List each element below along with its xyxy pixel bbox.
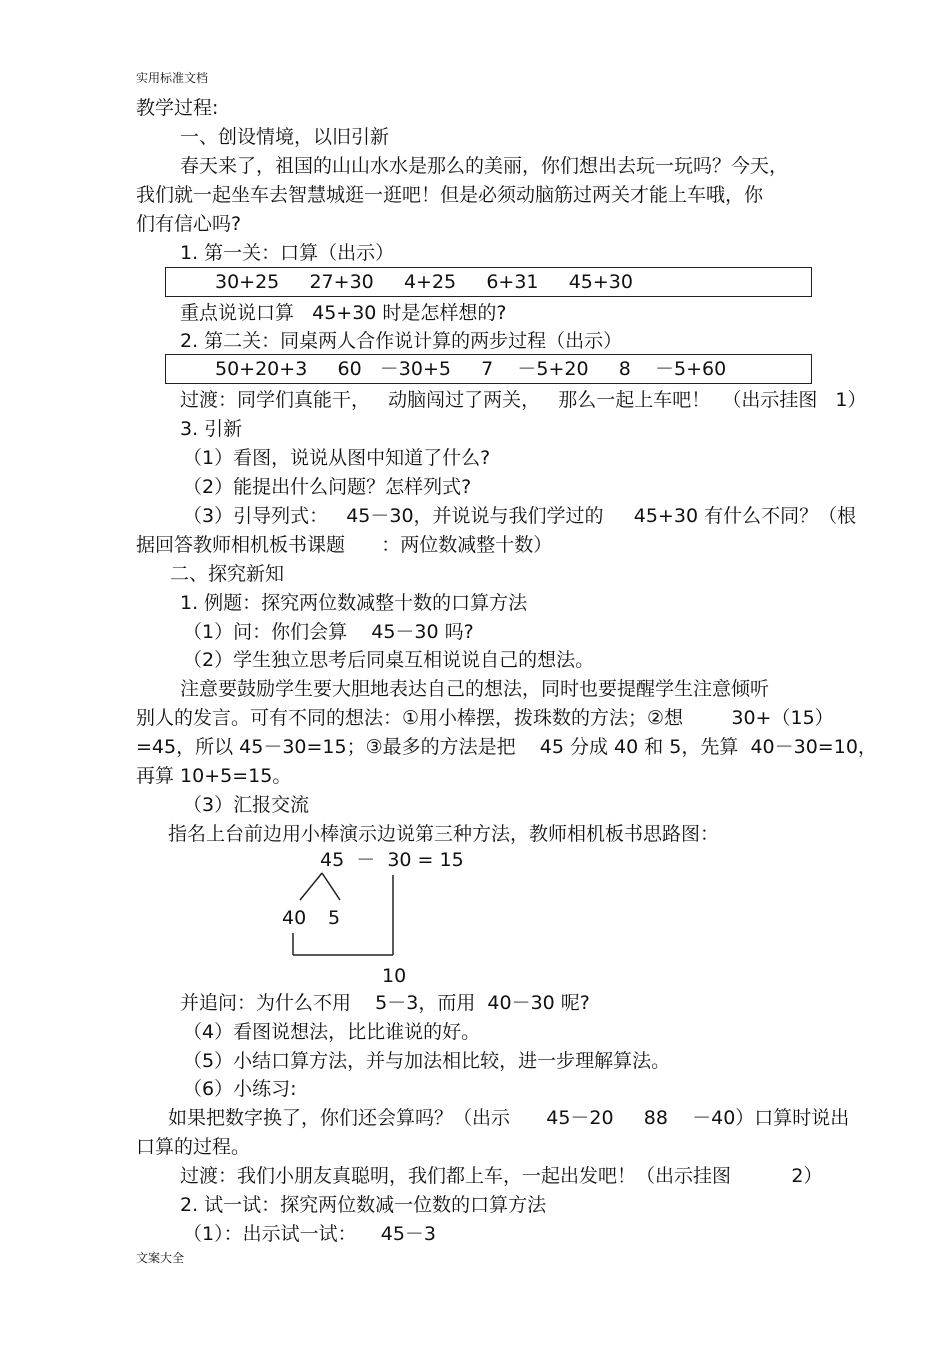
decomposition-diagram: [270, 845, 470, 990]
paragraph-line: 过渡：我们小朋友真聪明，我们都上车，一起出发吧！（出示挂图 2）: [180, 1165, 823, 1187]
paragraph-line: （1）问：你们会算 45－30 吗?: [183, 621, 474, 643]
paragraph-line: 别人的发言。可有不同的想法：①用小棒摆，拨珠数的方法；②想 30+（15）: [136, 707, 834, 729]
paragraph-line: =45，所以 45－30=15；③最多的方法是把 45 分成 40 和 5，先算 40－30=10，: [136, 736, 877, 758]
paragraph-line: 口算的过程。: [136, 1136, 251, 1158]
heading-2: 二、探究新知: [170, 563, 285, 585]
step-3-title: 3. 引新: [180, 418, 243, 440]
paragraph-line: 注意要鼓励学生要大胆地表达自己的想法，同时也要提醒学生注意倾听: [180, 678, 770, 700]
paragraph-line: 重点说说口算 45+30 时是怎样想的?: [180, 302, 507, 324]
step-1-title: 1. 第一关：口算（出示）: [180, 242, 395, 264]
diagram-right-part: 5: [328, 907, 341, 929]
paragraph-line: （3）汇报交流: [183, 794, 310, 816]
paragraph-line: 如果把数字换了，你们还会算吗？（出示 45－20 88 －40）口算时说出: [168, 1107, 850, 1129]
branch-left: [300, 873, 322, 900]
paragraph-line: （1）看图，说说从图中知道了什么?: [183, 447, 491, 469]
exercise-row-1: 30+25 27+30 4+25 6+31 45+30: [215, 271, 633, 293]
section-title: 教学过程:: [136, 97, 219, 119]
footer-note: 文案大全: [136, 1251, 185, 1265]
paragraph-line: （1）：出示试一试： 45－3: [183, 1223, 437, 1245]
paragraph-line: 并追问：为什么不用 5－3，而用 40－30 呢?: [180, 992, 590, 1014]
diagram-equation: 45 － 30 = 15: [320, 849, 464, 871]
paragraph-line: （6）小练习:: [183, 1078, 297, 1100]
paragraph-line: 2. 试一试：探究两位数减一位数的口算方法: [180, 1194, 547, 1216]
diagram-bottom-result: 10: [382, 965, 407, 987]
step-2-title: 2. 第二关：同桌两人合作说计算的两步过程（出示）: [180, 330, 623, 352]
paragraph-line: （2）能提出什么问题？怎样列式?: [183, 476, 472, 498]
paragraph-line: 1. 例题：探究两位数减整十数的口算方法: [180, 592, 528, 614]
paragraph-line: 春天来了，祖国的山山水水是那么的美丽，你们想出去玩一玩吗？今天，: [180, 155, 789, 177]
paragraph-line: （3）引导列式： 45－30，并说说与我们学过的 45+30 有什么不同？（根: [183, 505, 857, 527]
heading-1: 一、创设情境，以旧引新: [180, 126, 390, 148]
paragraph-line: 们有信心吗?: [136, 213, 242, 235]
header-note: 实用标准文档: [136, 71, 209, 85]
paragraph-line: （2）学生独立思考后同桌互相说说自己的想法。: [183, 649, 595, 671]
branch-right: [322, 873, 340, 900]
paragraph-line: 据回答教师相机板书课题 ：两位数减整十数）: [136, 534, 553, 556]
paragraph-line: （4）看图说想法，比比谁说的好。: [183, 1021, 481, 1043]
paragraph-line: 过渡：同学们真能干， 动脑闯过了两关， 那么一起上车吧！ （出示挂图 1）: [180, 389, 867, 411]
paragraph-line: 我们就一起坐车去智慧城逛一逛吧！但是必须动脑筋过两关才能上车哦，你: [136, 184, 764, 206]
paragraph-line: （5）小结口算方法，并与加法相比较，进一步理解算法。: [183, 1050, 671, 1072]
paragraph-line: 指名上台前边用小棒演示边说第三种方法，教师相机板书思路图：: [168, 823, 720, 845]
exercise-row-2: 50+20+3 60 －30+5 7 －5+20 8 －5+60: [215, 358, 727, 380]
paragraph-line: 再算 10+5=15。: [136, 765, 292, 787]
diagram-left-part: 40: [282, 907, 307, 929]
